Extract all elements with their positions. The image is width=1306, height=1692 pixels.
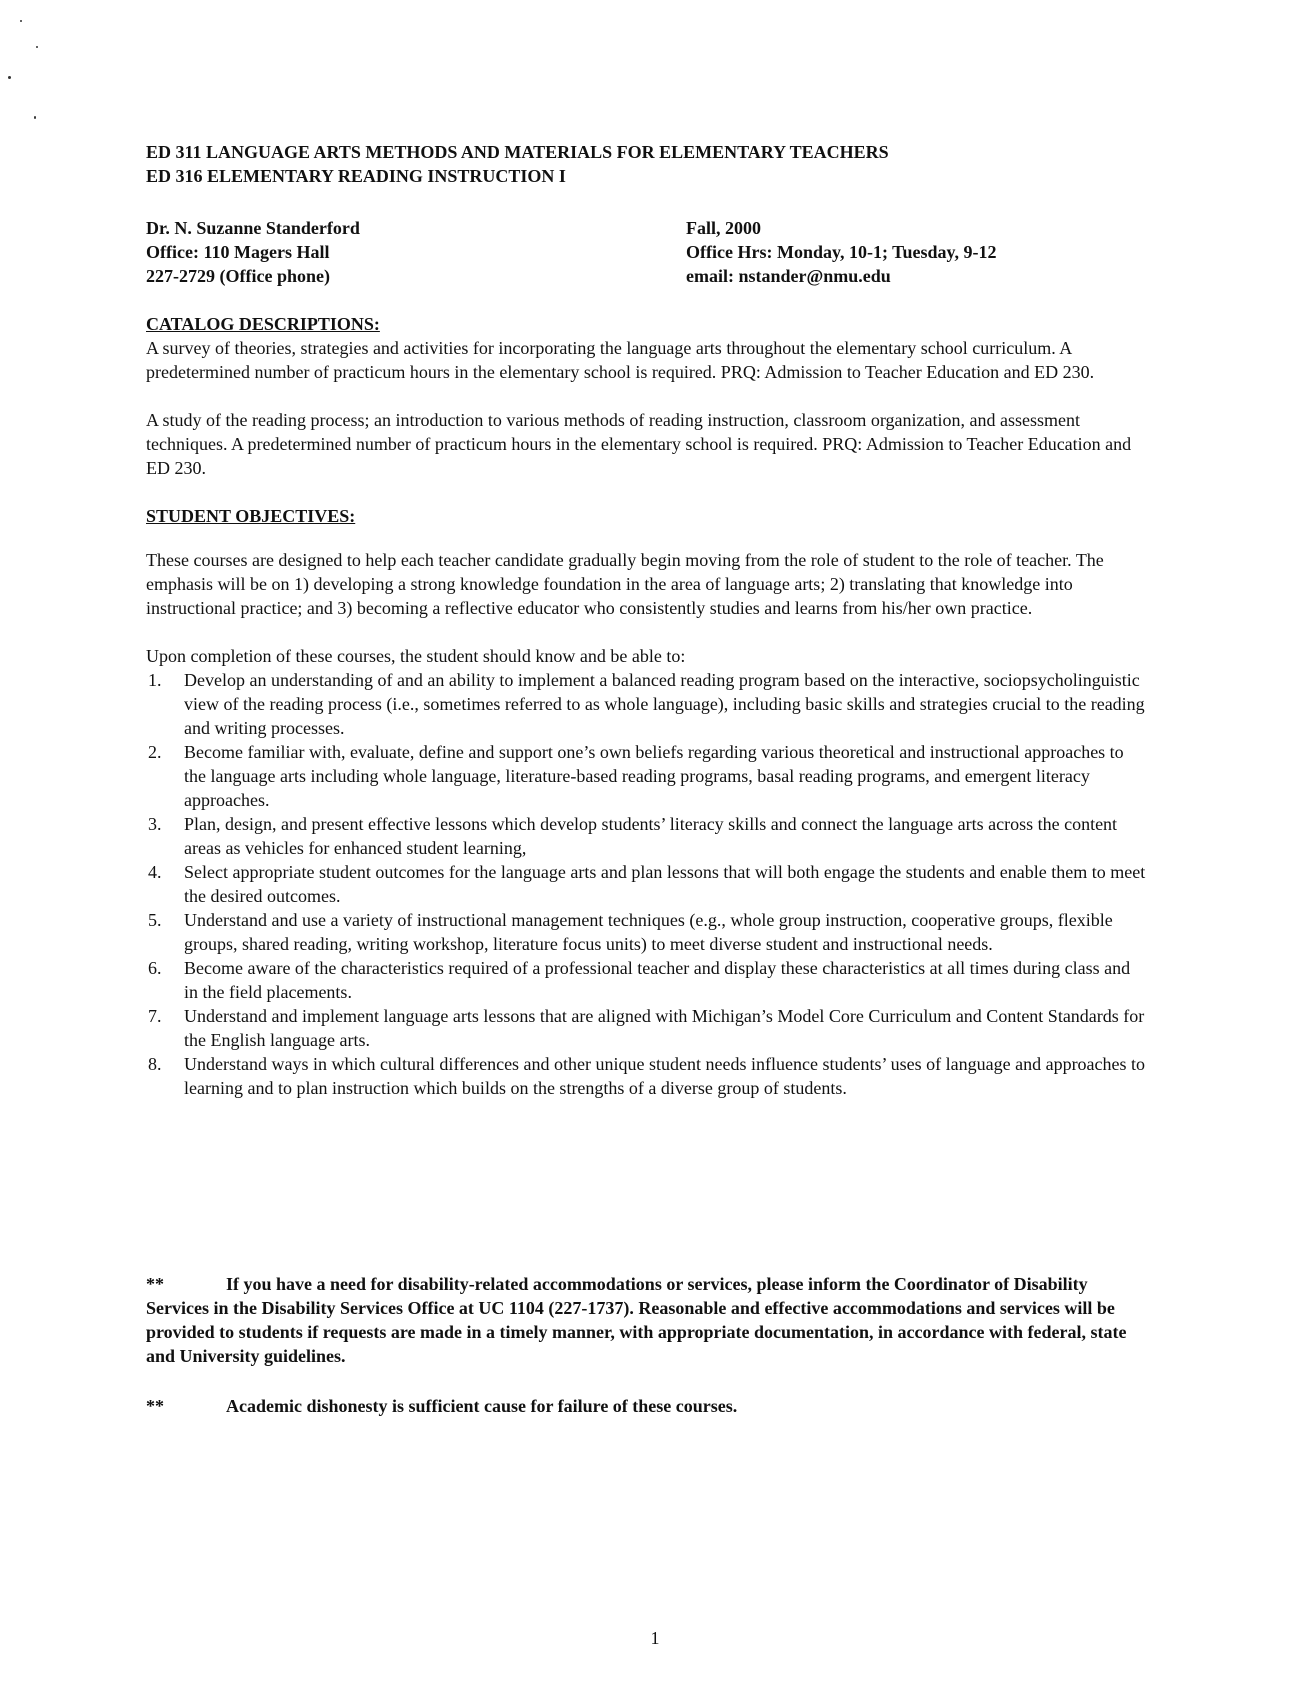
instructor-office: Office: 110 Magers Hall (146, 242, 330, 262)
objective-number: 5. (148, 910, 162, 930)
objective-text: Select appropriate student outcomes for the language arts and plan lessons that will both engage the students and enable them to meet the desired outcomes. (184, 862, 1146, 906)
catalog-heading: CATALOG DESCRIPTIONS: (146, 314, 380, 334)
instructor-info (146, 216, 360, 288)
notice-marker: ** (146, 1396, 164, 1416)
course-title-ed316: ED 316 ELEMENTARY READING INSTRUCTION I (146, 166, 566, 186)
policy-notices (146, 1272, 1146, 1418)
objective-item (146, 812, 1146, 860)
course-title-ed311: ED 311 LANGUAGE ARTS METHODS AND MATERIALS FOR ELEMENTARY TEACHERS (146, 142, 889, 162)
scan-speck (8, 76, 11, 79)
notice-marker: ** (146, 1274, 164, 1294)
term-label: Fall, 2000 (686, 218, 761, 238)
term-info (686, 216, 997, 288)
objective-text: Become familiar with, evaluate, define and support one’s own beliefs regarding various theoretical and instructional approaches to the language arts including whole language, literature-based reading programs, basal reading programs, and emergent literacy approaches. (184, 742, 1124, 810)
scan-speck (20, 20, 22, 22)
objective-text: Understand and implement language arts lessons that are aligned with Michigan’s Model Core Curriculum and Content Standards for the English language arts. (184, 1006, 1145, 1050)
scan-speck (34, 116, 36, 119)
objective-item (146, 860, 1146, 908)
page-number: 1 (650, 1628, 660, 1648)
objective-text: Understand ways in which cultural differences and other unique student needs influence students’ uses of language and approaches to learning and to plan instruction which builds on the strengths of a diverse group of students. (184, 1054, 1146, 1098)
instructor-email: email: nstander@nmu.edu (686, 266, 891, 286)
disability-notice (146, 1272, 1146, 1368)
objective-item (146, 908, 1146, 956)
objective-number: 7. (148, 1006, 162, 1026)
objective-text: Develop an understanding of and an ability to implement a balanced reading program based on the interactive, sociopsycholinguistic view of the reading process (i.e., sometimes referred to as whole language), including basic skills and strategies crucial to the reading and writing processes. (184, 670, 1145, 738)
objective-number: 3. (148, 814, 162, 834)
objective-text: Understand and use a variety of instructional management techniques (e.g., whole group instruction, cooperative groups, flexible groups, shared reading, writing workshop, literature focus units) to meet diverse student and instructional needs. (184, 910, 1113, 954)
objective-text: Become aware of the characteristics required of a professional teacher and display these characteristics at all times during class and in the field placements. (184, 958, 1131, 1002)
objective-item (146, 668, 1146, 740)
objectives-list (146, 668, 1146, 1100)
instructor-phone: 227-2729 (Office phone) (146, 266, 330, 286)
objectives-lead-in: Upon completion of these courses, the student should know and be able to: (146, 646, 686, 666)
objective-number: 4. (148, 862, 162, 882)
objective-item (146, 1004, 1146, 1052)
instructor-name: Dr. N. Suzanne Standerford (146, 218, 360, 238)
dishonesty-notice-text: Academic dishonesty is sufficient cause for failure of these courses. (226, 1396, 738, 1416)
objectives-heading: STUDENT OBJECTIVES: (146, 506, 356, 526)
objective-item (146, 740, 1146, 812)
catalog-description-ed311: A survey of theories, strategies and activities for incorporating the language arts throughout the elementary school curriculum. A predetermined number of practicum hours in the elementary school is required. PRQ: Admission to Teacher Education and ED 230. (146, 338, 1095, 382)
scan-speck (36, 46, 38, 48)
catalog-description-ed316: A study of the reading process; an introduction to various methods of reading instruction, classroom organization, and assessment techniques. A predetermined number of practicum hours in the elementary school is required. PRQ: Admission to Teacher Education and ED 230. (146, 410, 1132, 478)
objective-item (146, 1052, 1146, 1100)
objective-number: 6. (148, 958, 162, 978)
objective-text: Plan, design, and present effective lessons which develop students’ literacy skills and connect the language arts across the content areas as vehicles for enhanced student learning, (184, 814, 1118, 858)
objectives-intro: These courses are designed to help each teacher candidate gradually begin moving from the role of student to the role of teacher. The emphasis will be on 1) developing a strong knowledge foundation in the area of language arts; 2) translating that knowledge into instructional practice; and 3) becoming a reflective educator who consistently studies and learns from his/her own practice. (146, 550, 1104, 618)
objective-item (146, 956, 1146, 1004)
objective-number: 8. (148, 1054, 162, 1074)
syllabus-body (146, 312, 1146, 1100)
dishonesty-notice (146, 1394, 1146, 1418)
objective-number: 1. (148, 670, 162, 690)
office-hours: Office Hrs: Monday, 10-1; Tuesday, 9-12 (686, 242, 997, 262)
objective-number: 2. (148, 742, 162, 762)
disability-notice-text: If you have a need for disability-related accommodations or services, please inform the Coordinator of Disability Services in the Disability Services Office at UC 1104 (227-1737). Reasonable and effective accommodations and services will be provided to students if requests are made in a timely manner, with appropriate documentation, in accordance with federal, state and University guidelines. (146, 1274, 1127, 1366)
course-title-block (146, 140, 1146, 188)
